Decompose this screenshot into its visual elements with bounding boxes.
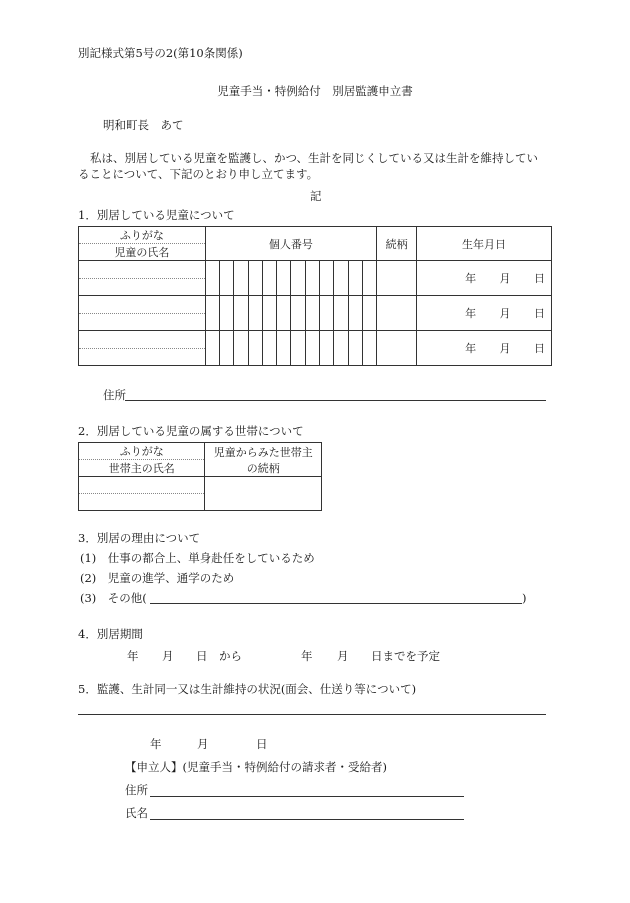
col-individual-number: 個人番号: [205, 227, 377, 261]
period-start-day: 日: [196, 649, 208, 663]
children-table: [78, 226, 552, 366]
date-month: 月: [197, 737, 209, 751]
col-furigana: ふりがな: [79, 227, 206, 244]
period-start-year: 年: [127, 649, 139, 663]
addressee: 明和町長 あて: [103, 118, 184, 132]
period-end-month: 月: [337, 649, 349, 663]
date-day: 日: [256, 737, 268, 751]
form-reference: 別記様式第5号の2(第10条関係): [78, 46, 243, 60]
col-household-relation: 児童からみた世帯主 の続柄: [205, 443, 322, 477]
child3-number-field[interactable]: [205, 331, 377, 366]
applicant-heading: 【申立人】(児童手当・特例給付の請求者・受給者): [125, 760, 387, 774]
household-head-name-field[interactable]: [79, 494, 205, 511]
reason-item-3[interactable]: (3) その他(: [80, 591, 147, 605]
reason-item-1[interactable]: (1) 仕事の都合上、単身赴任をしているため: [80, 551, 315, 565]
col-relationship: 続柄: [377, 227, 417, 261]
child2-number-field[interactable]: [205, 296, 377, 331]
period-start-month: 月: [162, 649, 174, 663]
date-year: 年: [150, 737, 162, 751]
document-title: [0, 84, 630, 98]
household-table: [78, 442, 322, 511]
col-household-furigana: ふりがな: [79, 443, 205, 460]
period-until: 日までを予定: [371, 649, 440, 663]
section5-heading: 5．監護、生計同一又は生計維持の状況(面会、仕送り等について): [78, 682, 417, 696]
household-relation-field[interactable]: [205, 477, 322, 511]
child3-furigana-field[interactable]: [79, 331, 206, 349]
child-address-line[interactable]: [125, 400, 546, 401]
applicant-name-label: 氏名: [125, 806, 148, 820]
applicant-name-line[interactable]: [150, 819, 464, 820]
col-household-head-name: 世帯主の氏名: [79, 460, 205, 477]
child2-relation-field[interactable]: [377, 296, 417, 331]
section2-heading: 2．別居している児童の属する世帯について: [78, 424, 304, 438]
section4-heading: 4．別居期間: [78, 627, 143, 641]
household-furigana-field[interactable]: [79, 477, 205, 494]
child-address-label: 住所: [103, 388, 126, 402]
child1-name-field[interactable]: [79, 278, 206, 296]
period-end-year: 年: [301, 649, 313, 663]
period-from: から: [219, 649, 242, 663]
child3-birth-field[interactable]: 年 月 日: [417, 331, 552, 366]
ki-label: 記: [310, 189, 322, 203]
section3-heading: 3．別居の理由について: [78, 531, 201, 545]
child2-birth-field[interactable]: 年 月 日: [417, 296, 552, 331]
reason-item-3-close: ): [522, 591, 527, 605]
child2-furigana-field[interactable]: [79, 296, 206, 314]
child1-number-field[interactable]: [205, 261, 377, 296]
child3-name-field[interactable]: [79, 348, 206, 366]
reason-other-line[interactable]: [150, 603, 522, 604]
child3-relation-field[interactable]: [377, 331, 417, 366]
applicant-address-label: 住所: [125, 783, 148, 797]
child1-furigana-field[interactable]: [79, 261, 206, 279]
intro-line-1: 私は、別居している児童を監護し、かつ、生計を同じくしている又は生計を維持してい: [90, 151, 539, 165]
col-birthdate: 生年月日: [417, 227, 552, 261]
document-title-text: 児童手当・特例給付 別居監護申立書: [217, 84, 413, 98]
reason-item-2[interactable]: (2) 児童の進学、通学のため: [80, 571, 235, 585]
child1-birth-field[interactable]: 年 月 日: [417, 261, 552, 296]
applicant-address-line[interactable]: [150, 796, 464, 797]
child2-name-field[interactable]: [79, 313, 206, 331]
section1-heading: 1．別居している児童について: [78, 208, 235, 222]
intro-line-2: ることについて、下記のとおり申し立てます。: [78, 167, 319, 181]
status-line[interactable]: [78, 714, 546, 715]
col-child-name: 児童の氏名: [79, 244, 206, 261]
child1-relation-field[interactable]: [377, 261, 417, 296]
